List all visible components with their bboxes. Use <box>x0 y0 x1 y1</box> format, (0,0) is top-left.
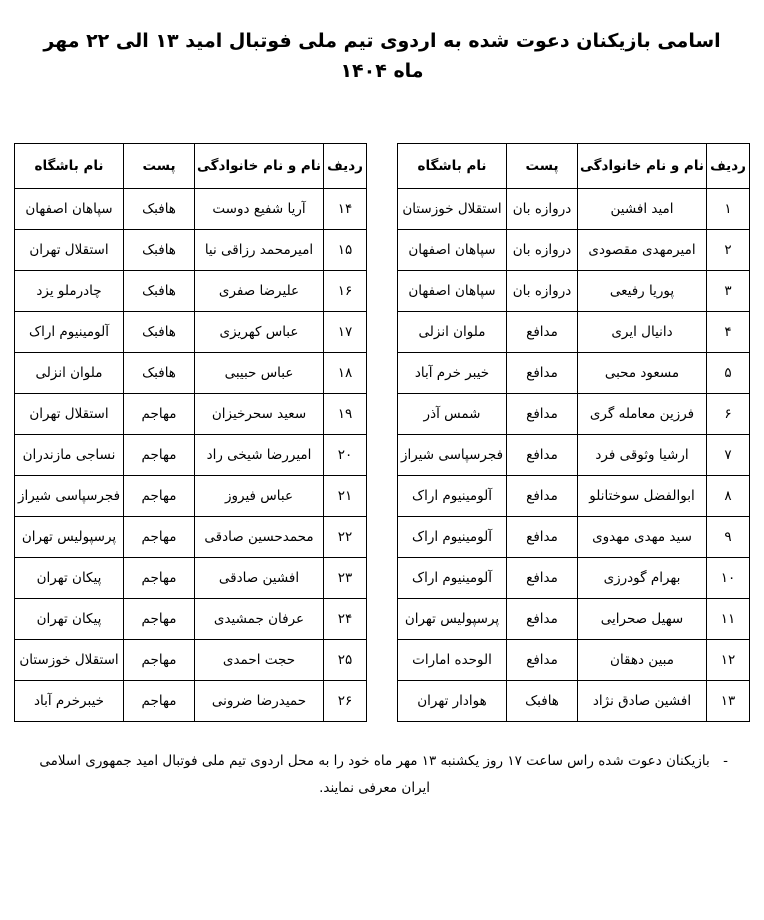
cell-club: استقلال خوزستان <box>398 188 507 229</box>
cell-post: دروازه بان <box>507 229 578 270</box>
cell-club: پیکان تهران <box>15 598 124 639</box>
cell-name: مسعود محبی <box>578 352 707 393</box>
cell-radif: ۱۳ <box>707 680 750 721</box>
cell-post: مدافع <box>507 557 578 598</box>
table-row <box>398 352 750 393</box>
cell-club: سپاهان اصفهان <box>15 188 124 229</box>
cell-name: بهرام گودرزی <box>578 557 707 598</box>
document-page <box>0 26 764 920</box>
cell-name: سهیل صحرایی <box>578 598 707 639</box>
cell-club: استقلال تهران <box>15 393 124 434</box>
cell-club: شمس آذر <box>398 393 507 434</box>
table-row <box>15 557 367 598</box>
cell-club: استقلال تهران <box>15 229 124 270</box>
table-header-row <box>398 143 750 188</box>
cell-radif: ۱۴ <box>324 188 367 229</box>
cell-name: امیررضا شیخی راد <box>195 434 324 475</box>
cell-radif: ۱۶ <box>324 270 367 311</box>
cell-post: مهاجم <box>124 434 195 475</box>
cell-name: فرزین معامله گری <box>578 393 707 434</box>
cell-club: پیکان تهران <box>15 557 124 598</box>
table-row <box>15 598 367 639</box>
cell-post: مهاجم <box>124 557 195 598</box>
cell-radif: ۱۱ <box>707 598 750 639</box>
cell-post: مدافع <box>507 639 578 680</box>
table-row <box>15 270 367 311</box>
cell-post: مهاجم <box>124 393 195 434</box>
cell-radif: ۱۲ <box>707 639 750 680</box>
cell-club: آلومینیوم اراک <box>398 516 507 557</box>
cell-radif: ۹ <box>707 516 750 557</box>
cell-name: دانیال ایری <box>578 311 707 352</box>
roster-table-left <box>14 143 367 722</box>
table-row <box>398 270 750 311</box>
cell-post: مدافع <box>507 434 578 475</box>
cell-name: پوریا رفیعی <box>578 270 707 311</box>
cell-name: عباس کهریزی <box>195 311 324 352</box>
cell-radif: ۶ <box>707 393 750 434</box>
column-header-club: نام باشگاه <box>398 143 507 188</box>
cell-name: عباس حبیبی <box>195 352 324 393</box>
cell-club: ملوان انزلی <box>15 352 124 393</box>
cell-name: علیرضا صفری <box>195 270 324 311</box>
footnote-bullet: - <box>723 752 728 769</box>
cell-club: سپاهان اصفهان <box>398 270 507 311</box>
cell-radif: ۳ <box>707 270 750 311</box>
cell-radif: ۲۰ <box>324 434 367 475</box>
column-header-club: نام باشگاه <box>15 143 124 188</box>
table-row <box>398 311 750 352</box>
table-row <box>15 639 367 680</box>
cell-radif: ۲۶ <box>324 680 367 721</box>
cell-post: مدافع <box>507 598 578 639</box>
cell-club: آلومینیوم اراک <box>398 475 507 516</box>
table-row <box>398 434 750 475</box>
table-row <box>398 475 750 516</box>
table-row <box>15 516 367 557</box>
cell-post: هافبک <box>124 229 195 270</box>
table-row <box>398 557 750 598</box>
table-row <box>398 393 750 434</box>
cell-post: مهاجم <box>124 598 195 639</box>
cell-club: خیبر خرم آباد <box>398 352 507 393</box>
cell-name: عرفان جمشیدی <box>195 598 324 639</box>
cell-radif: ۱۷ <box>324 311 367 352</box>
cell-radif: ۲۴ <box>324 598 367 639</box>
column-header-post: پست <box>124 143 195 188</box>
cell-radif: ۱۸ <box>324 352 367 393</box>
cell-radif: ۱۰ <box>707 557 750 598</box>
cell-club: فجرسپاسی شیراز <box>15 475 124 516</box>
cell-name: حمیدرضا ضرونی <box>195 680 324 721</box>
cell-name: حجت احمدی <box>195 639 324 680</box>
cell-name: افشین صادقی <box>195 557 324 598</box>
cell-name: مبین دهقان <box>578 639 707 680</box>
table-row <box>15 680 367 721</box>
cell-club: پرسپولیس تهران <box>15 516 124 557</box>
cell-post: مدافع <box>507 311 578 352</box>
cell-name: امیرمحمد رزاقی نیا <box>195 229 324 270</box>
cell-post: هافبک <box>124 270 195 311</box>
cell-post: مدافع <box>507 393 578 434</box>
cell-radif: ۸ <box>707 475 750 516</box>
cell-club: آلومینیوم اراک <box>398 557 507 598</box>
cell-post: مهاجم <box>124 680 195 721</box>
cell-club: خیبرخرم آباد <box>15 680 124 721</box>
cell-post: هافبک <box>124 311 195 352</box>
cell-club: فجرسپاسی شیراز <box>398 434 507 475</box>
column-header-post: پست <box>507 143 578 188</box>
cell-name: عباس فیروز <box>195 475 324 516</box>
table-row <box>398 188 750 229</box>
cell-radif: ۱ <box>707 188 750 229</box>
roster-tables <box>14 143 750 722</box>
table-row <box>398 229 750 270</box>
cell-radif: ۲۳ <box>324 557 367 598</box>
cell-club: آلومینیوم اراک <box>15 311 124 352</box>
table-row <box>398 639 750 680</box>
table-row <box>15 352 367 393</box>
cell-radif: ۱۹ <box>324 393 367 434</box>
cell-club: الوحده امارات <box>398 639 507 680</box>
cell-post: مدافع <box>507 475 578 516</box>
table-row <box>398 598 750 639</box>
table-row <box>15 188 367 229</box>
cell-post: مهاجم <box>124 516 195 557</box>
cell-club: سپاهان اصفهان <box>398 229 507 270</box>
cell-radif: ۴ <box>707 311 750 352</box>
cell-post: مدافع <box>507 352 578 393</box>
table-row <box>15 475 367 516</box>
footnote <box>36 748 728 802</box>
page-title: اسامی بازیکنان دعوت شده به اردوی تیم ملی فوتبال امید ۱۳ الی ۲۲ مهر ماه ۱۴۰۴ <box>43 30 721 83</box>
cell-name: سعید سحرخیزان <box>195 393 324 434</box>
cell-name: افشین صادق نژاد <box>578 680 707 721</box>
column-header-radif: ردیف <box>324 143 367 188</box>
column-header-name: نام و نام خانوادگی <box>578 143 707 188</box>
cell-club: نساجی مازندران <box>15 434 124 475</box>
cell-post: مدافع <box>507 516 578 557</box>
cell-name: محمدحسین صادقی <box>195 516 324 557</box>
cell-post: هافبک <box>124 352 195 393</box>
cell-radif: ۱۵ <box>324 229 367 270</box>
table-row <box>15 393 367 434</box>
footnote-text: بازیکنان دعوت شده راس ساعت ۱۷ روز یکشنبه ۱۳ مهر ماه خود را به محل اردوی تیم ملی فوتبال امید جمهوری اسلامی ایران معرفی نمایند. <box>39 752 710 796</box>
cell-radif: ۲ <box>707 229 750 270</box>
cell-post: مهاجم <box>124 475 195 516</box>
cell-name: سید مهدی مهدوی <box>578 516 707 557</box>
cell-radif: ۵ <box>707 352 750 393</box>
column-header-radif: ردیف <box>707 143 750 188</box>
cell-post: دروازه بان <box>507 188 578 229</box>
table-header-row <box>15 143 367 188</box>
cell-club: چادرملو یزد <box>15 270 124 311</box>
cell-club: هوادار تهران <box>398 680 507 721</box>
cell-radif: ۲۱ <box>324 475 367 516</box>
cell-club: پرسپولیس تهران <box>398 598 507 639</box>
column-header-name: نام و نام خانوادگی <box>195 143 324 188</box>
cell-radif: ۲۵ <box>324 639 367 680</box>
cell-name: امیرمهدی مقصودی <box>578 229 707 270</box>
table-row <box>398 516 750 557</box>
cell-club: استقلال خوزستان <box>15 639 124 680</box>
cell-name: ارشیا وثوقی فرد <box>578 434 707 475</box>
roster-table-right <box>397 143 750 722</box>
cell-name: آریا شفیع دوست <box>195 188 324 229</box>
table-row <box>15 229 367 270</box>
cell-post: دروازه بان <box>507 270 578 311</box>
table-row <box>15 311 367 352</box>
cell-club: ملوان انزلی <box>398 311 507 352</box>
cell-name: ابوالفضل سوختانلو <box>578 475 707 516</box>
cell-radif: ۷ <box>707 434 750 475</box>
table-row <box>398 680 750 721</box>
cell-post: مهاجم <box>124 639 195 680</box>
table-row <box>15 434 367 475</box>
cell-post: هافبک <box>507 680 578 721</box>
cell-name: امید افشین <box>578 188 707 229</box>
cell-radif: ۲۲ <box>324 516 367 557</box>
cell-post: هافبک <box>124 188 195 229</box>
